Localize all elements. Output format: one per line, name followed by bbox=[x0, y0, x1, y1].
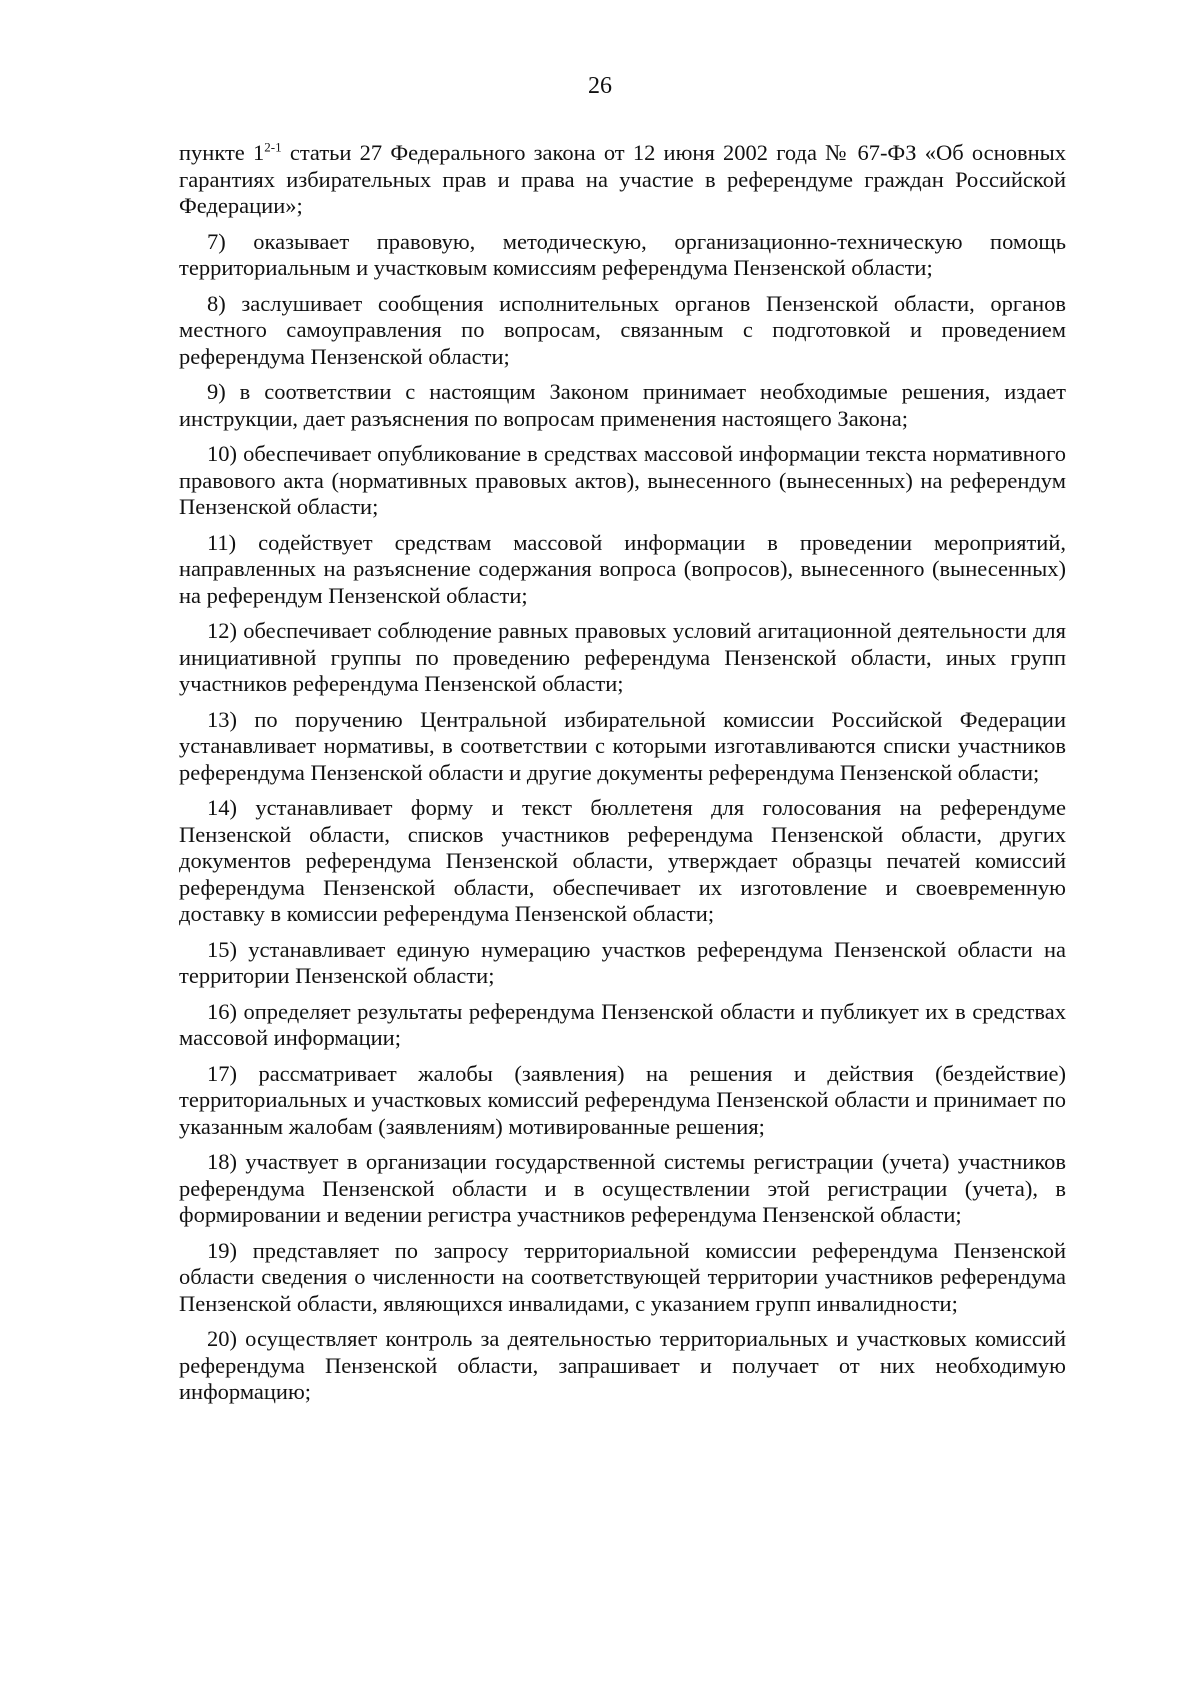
list-item-14: 14) устанавливает форму и текст бюллетеня для голосования на референдуме Пензенской области, списков участников референдума Пензенской области, других документов референдума Пензенской области, утверждает образцы печатей комиссий референдума Пензенской области, обеспечивает их изготовление и своевременную доставку в комиссии референдума Пензенской области; bbox=[179, 795, 1066, 926]
list-item-19: 19) представляет по запросу территориальной комиссии референдума Пензенской области сведения о численности на соответствующей территории участников референдума Пензенской области, являющихся инвалидами, с указанием групп инвалидности; bbox=[179, 1237, 1066, 1316]
list-item-11: 11) содействует средствам массовой информации в проведении мероприятий, направленных на разъяснение содержания вопроса (вопросов), вынесенного (вынесенных) на референдум Пензенской области; bbox=[179, 529, 1066, 608]
list-item-8: 8) заслушивает сообщения исполнительных органов Пензенской области, органов местного самоуправления по вопросам, связанным с подготовкой и проведением референдума Пензенской области; bbox=[179, 290, 1066, 369]
intro-prefix: пункте 1 bbox=[179, 140, 265, 165]
document-body bbox=[179, 140, 1066, 1415]
list-item-18: 18) участвует в организации государственной системы регистрации (учета) участников референдума Пензенской области и в осуществлении этой регистрации (учета), в формировании и ведении регистра участников референдума Пензенской области; bbox=[179, 1149, 1066, 1227]
page-number: 26 bbox=[588, 73, 612, 99]
intro-superscript: 2-1 bbox=[264, 139, 282, 155]
list-item-7: 7) оказывает правовую, методическую, организационно-техническую помощь территориальным и участковым комиссиям референдума Пензенской области; bbox=[179, 228, 1066, 280]
list-item-9: 9) в соответствии с настоящим Законом принимает необходимые решения, издает инструкции, дает разъяснения по вопросам применения настоящего Закона; bbox=[179, 379, 1066, 431]
list-item-12: 12) обеспечивает соблюдение равных правовых условий агитационной деятельности для инициативной группы по проведению референдума Пензенской области, иных групп участников референдума Пензенской области; bbox=[179, 618, 1066, 696]
list-item-17: 17) рассматривает жалобы (заявления) на решения и действия (бездействие) территориальных и участковых комиссий референдума Пензенской области и принимает по указанным жалобам (заявлениям) мотивированные решения; bbox=[179, 1060, 1066, 1139]
intro-paragraph bbox=[179, 140, 1066, 220]
list-item-20: 20) осуществляет контроль за деятельностью территориальных и участковых комиссий референдума Пензенской области, запрашивает и получает от них необходимую информацию; bbox=[179, 1326, 1066, 1404]
list-item-16: 16) определяет результаты референдума Пензенской области и публикует их в средствах массовой информации; bbox=[179, 998, 1066, 1050]
list-item-15: 15) устанавливает единую нумерацию участков референдума Пензенской области на территории Пензенской области; bbox=[179, 936, 1066, 988]
list-item-10: 10) обеспечивает опубликование в средствах массовой информации текста нормативного правового акта (нормативных правовых актов), вынесенного (вынесенных) на референдум Пензенской области; bbox=[179, 441, 1066, 519]
list-item-13: 13) по поручению Центральной избирательной комиссии Российской Федерации устанавливает нормативы, в соответствии с которыми изготавливаются списки участников референдума Пензенской области и другие документы референдума Пензенской области; bbox=[179, 706, 1066, 785]
intro-suffix: статьи 27 Федерального закона от 12 июня 2002 года № 67-ФЗ «Об основных гарантиях избирательных прав и права на участие в референдуме граждан Российской Федерации»; bbox=[179, 140, 1066, 218]
